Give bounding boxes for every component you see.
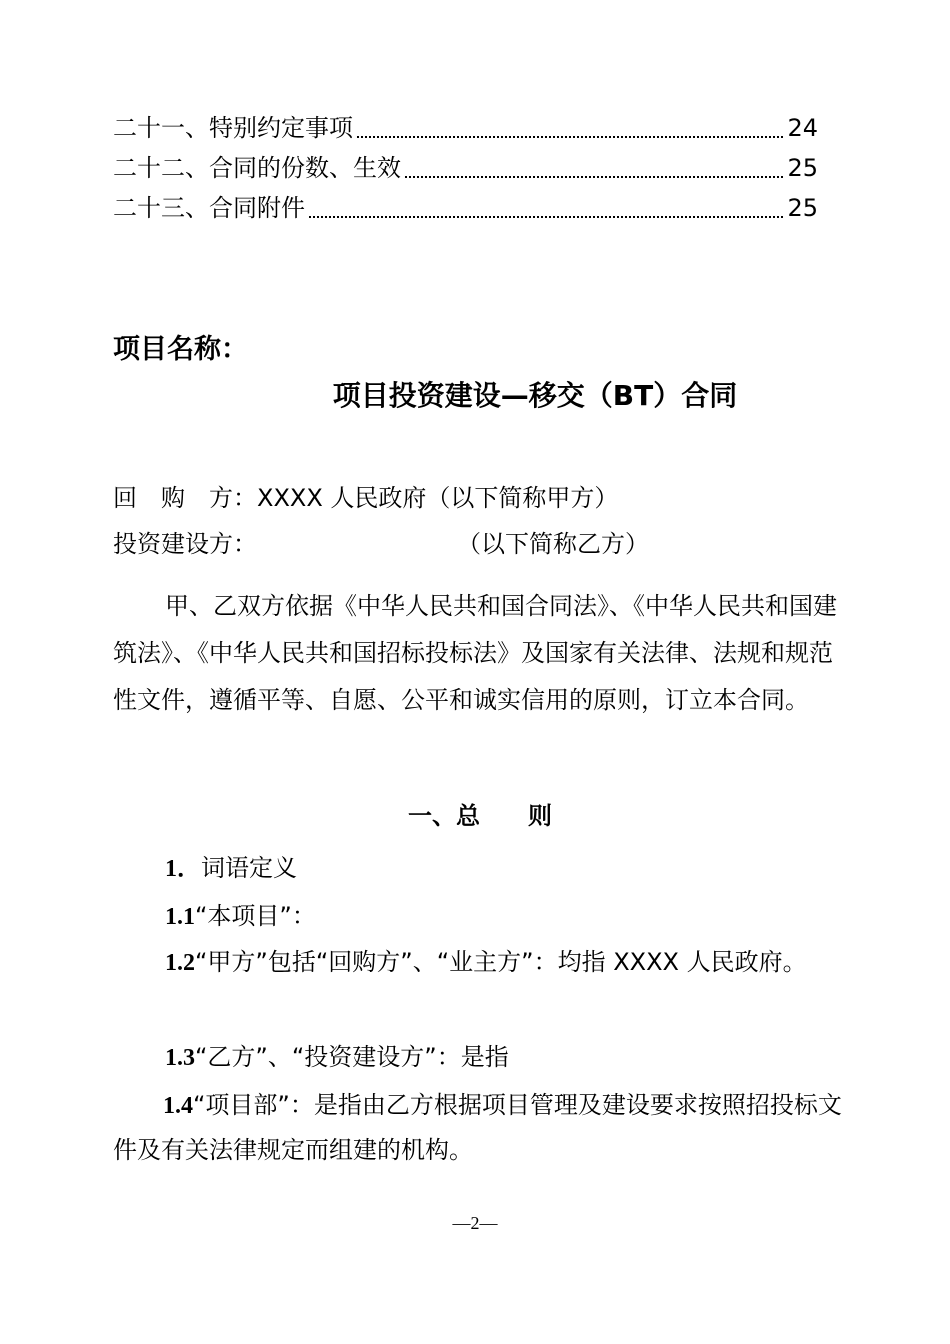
item-text: “乙方”、“投资建设方”：是指 xyxy=(195,1043,509,1071)
buyer-value: XXXX 人民政府（以下简称甲方） xyxy=(257,484,619,512)
item-text: “项目部”：是指由乙方根据项目管理及建设要求按照招投标文件及有关法律规定而组建的机构。 xyxy=(113,1091,842,1164)
toc-entry-page: 24 xyxy=(787,114,818,142)
list-item xyxy=(113,940,843,985)
item-number: 1.2 xyxy=(165,950,195,976)
item-text: 词语定义 xyxy=(201,854,297,882)
toc-entry-label: 二十一、特别约定事项 xyxy=(113,114,353,142)
toc-entry[interactable] xyxy=(113,108,818,148)
page-number: —2— xyxy=(452,1213,498,1233)
toc-leader-dots xyxy=(357,136,783,138)
toc-entry-label: 二十二、合同的份数、生效 xyxy=(113,154,401,182)
investor-line xyxy=(113,524,649,559)
contract-title: 项目投资建设—移交（BT）合同 xyxy=(332,379,738,412)
project-name-label: 项目名称： xyxy=(113,334,248,365)
preamble-paragraph xyxy=(113,583,843,724)
toc-entry[interactable] xyxy=(113,148,818,188)
item-text: “本项目”： xyxy=(195,902,316,930)
section-title: 一、总 则 xyxy=(408,802,552,830)
toc-entry-page: 25 xyxy=(787,154,818,182)
list-item xyxy=(113,1083,843,1172)
investor-label: 投资建设方： xyxy=(113,530,257,558)
item-number: 1.4 xyxy=(163,1093,193,1119)
table-of-contents xyxy=(113,108,818,228)
toc-entry-page: 25 xyxy=(787,194,818,222)
buyer-label: 回 购 方： xyxy=(113,484,257,512)
item-number: 1.3 xyxy=(165,1045,195,1071)
toc-leader-dots xyxy=(309,216,783,218)
toc-entry-label: 二十三、合同附件 xyxy=(113,194,305,222)
item-text: “甲方”包括“回购方”、“业主方”：均指 XXXX 人民政府。 xyxy=(195,948,807,976)
toc-leader-dots xyxy=(405,176,783,178)
list-item xyxy=(113,1035,895,1080)
buyer-line xyxy=(113,478,618,513)
list-item xyxy=(113,894,895,939)
investor-value: （以下简称乙方） xyxy=(457,530,649,558)
preamble-text: 甲、乙双方依据《中华人民共和国合同法》、《中华人民共和国建筑法》、《中华人民共和国招标投标法》及国家有关法律、法规和规范性文件，遵循平等、自愿、公平和诚实信用的原则，订立本合同。 xyxy=(113,592,837,714)
item-number: 1.1 xyxy=(165,904,195,930)
toc-entry[interactable] xyxy=(113,188,818,228)
list-item xyxy=(113,846,895,891)
item-number: 1． xyxy=(165,856,201,882)
